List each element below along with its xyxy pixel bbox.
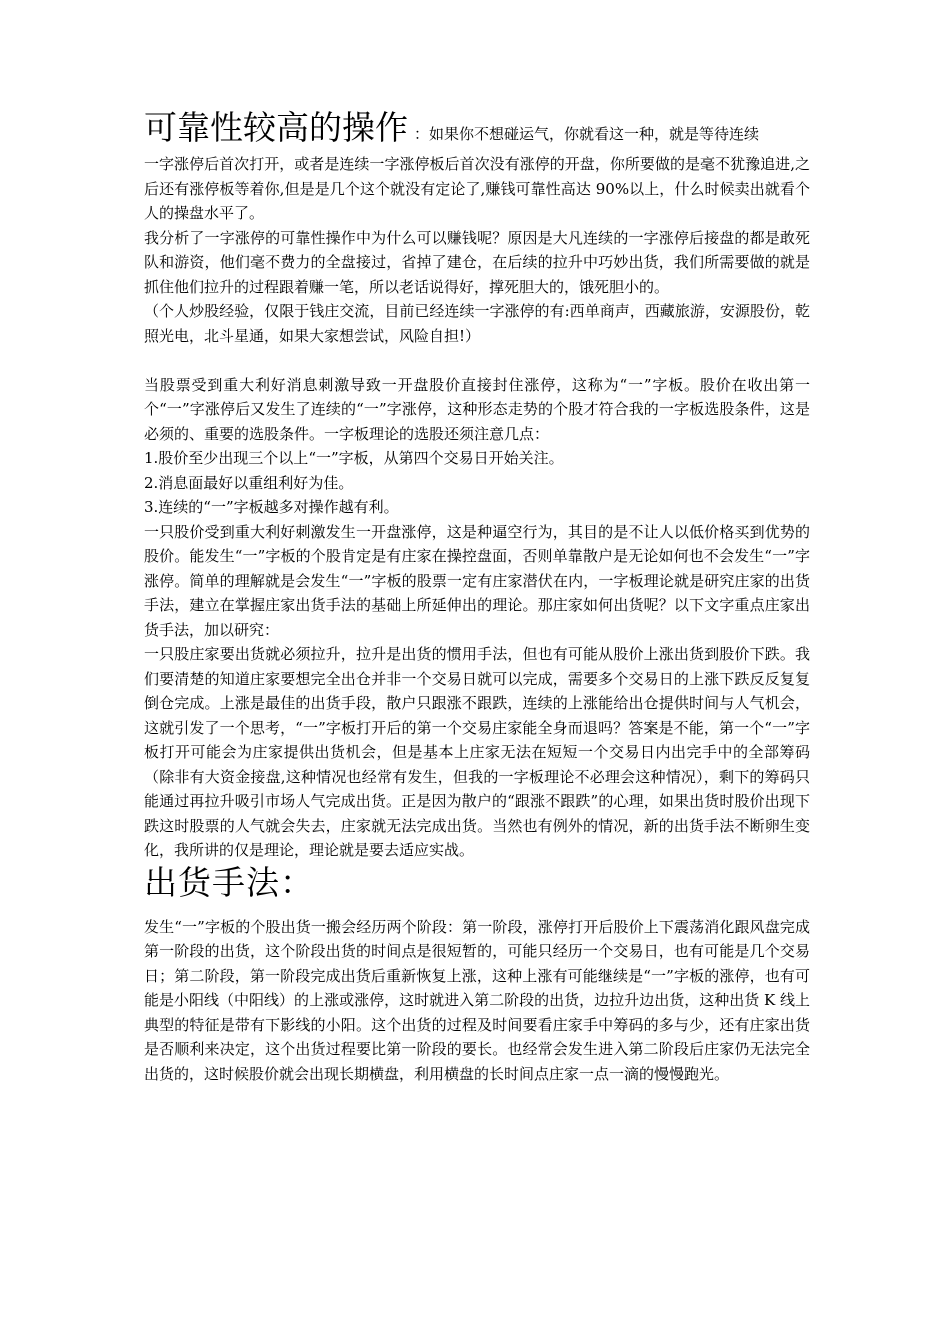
blank-gap: [144, 903, 810, 915]
section-heading-reliable-operation: 可靠性较高的操作: [144, 108, 408, 147]
paragraph: 一字涨停后首次打开，或者是连续一字涨停板后首次没有涨停的开盘，你所要做的是毫不犹豫追进,之后还有涨停板等着你,但是是几个这个就没有定论了,赚钱可靠性高达 90%以上，什么时候卖出就看个人的操盘水平了。: [144, 155, 810, 222]
intro-lead-text: ：如果你不想碰运气，你就看这一种，就是等待连续: [414, 125, 760, 143]
list-item: 2.消息面最好以重组利好为佳。: [144, 473, 354, 492]
title-line: [144, 104, 810, 152]
document-page: [144, 104, 810, 1324]
list-item: 1.股价至少出现三个以上“一”字板，从第四个交易日开始关注。: [144, 449, 564, 467]
paragraph: 发生“一”字板的个股出货一搬会经历两个阶段：第一阶段，涨停打开后股价上下震荡消化跟风盘完成第一阶段的出货，这个阶段出货的时间点是很短暂的，可能只经历一个交易日，也有可能是几个交易日；第二阶段，第一阶段完成出货后重新恢复上涨，这种上涨有可能继续是“一”字板的涨停，也有可能是小阳线（中阳线）的上涨或涨停，这时就进入第二阶段的出货，边拉升边出货，这种出货 K 线上典型的特征是带有下影线的小阳。这个出货的过程及时间要看庄家手中筹码的多与少，还有庄家出货是否顺利来决定，这个出货过程要比第一阶段的要长。也经常会发生进入第二阶段后庄家仍无法完全出货的，这时候股价就会出现长期横盘，利用横盘的长时间点庄家一点一滴的慢慢跑光。: [144, 917, 810, 1083]
paragraph: 我分析了一字涨停的可靠性操作中为什么可以赚钱呢？原因是大凡连续的一字涨停后接盘的都是敢死队和游资，他们毫不费力的全盘接过，省掉了建仓，在后续的拉升中巧妙出货，我们所需要做的就是抓住他们拉升的过程跟着赚一笔，所以老话说得好，撑死胆大的，饿死胆小的。: [144, 228, 810, 296]
paragraph: 一只股价受到重大利好刺激发生一开盘涨停，这是种逼空行为，其目的是不让人以低价格买到优势的股价。能发生“一”字板的个股肯定是有庄家在操控盘面，否则单靠散户是无论如何也不会发生“一”字涨停。简单的理解就是会发生“一”字板的股票一定有庄家潜伏在内，一字板理论就是研究庄家的出货手法，建立在掌握庄家出货手法的基础上所延伸出的理论。那庄家如何出货呢？以下文字重点庄家出货手法，加以研究：: [144, 522, 810, 639]
paragraph: 当股票受到重大利好消息刺激导致一开盘股价直接封住涨停，这称为“一”字板。股价在收出第一个“一”字涨停后又发生了连续的“一”字涨停，这种形态走势的个股才符合我的一字板选股条件，这是必须的、重要的选股条件。一字板理论的选股还须注意几点：: [144, 375, 810, 443]
paragraph: （个人炒股经验，仅限于钱庄交流，目前已经连续一字涨停的有:西单商声，西藏旅游，安源股份，乾照光电，北斗星通，如果大家想尝试，风险自担!）: [144, 302, 810, 345]
list-item: 3.连续的“一”字板越多对操作越有利。: [144, 498, 399, 516]
section-heading-shipping-method: 出货手法：: [144, 862, 314, 902]
blank-line: [144, 348, 810, 373]
paragraph: 一只股庄家要出货就必须拉升，拉升是出货的惯用手法，但也有可能从股价上涨出货到股价下跌。我们要清楚的知道庄家要想完全出仓并非一个交易日就可以完成，需要多个交易日的上涨下跌反反复复倒仓完成。上涨是最佳的出货手段，散户只跟涨不跟跌，连续的上涨能给出仓提供时间与人气机会，这就引发了一个思考，“一”字板打开后的第一个交易庄家能全身而退吗？答案是不能，第一个“一”字板打开可能会为庄家提供出货机会，但是基本上庄家无法在短短一个交易日内出完手中的全部筹码（除非有大资金接盘,这种情况也经常有发生，但我的一字板理论不必理会这种情况），剩下的筹码只能通过再拉升吸引市场人气完成出货。正是因为散户的“跟涨不跟跌”的心理，如果出货时股价出现下跌这时股票的人气就会失去，庄家就无法完成出货。当然也有例外的情况，新的出货手法不断卵生变化，我所讲的仅是理论，理论就是要去适应实战。: [144, 645, 810, 859]
